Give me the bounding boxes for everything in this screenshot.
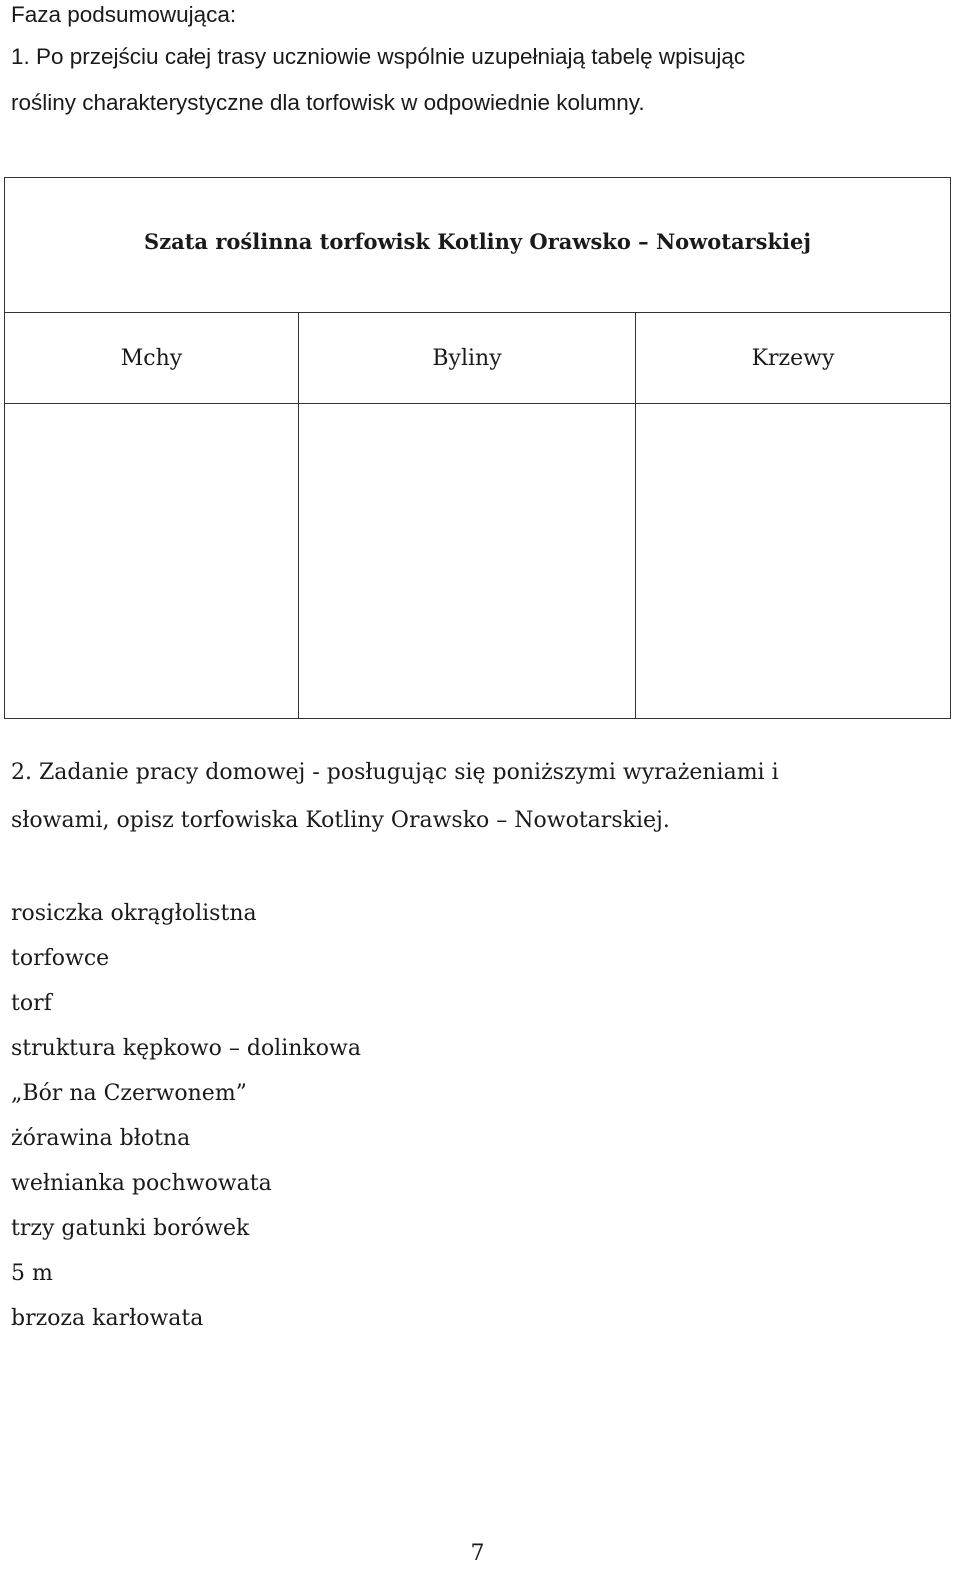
term-item: torfowce (11, 946, 110, 971)
plant-table (4, 177, 951, 719)
task-2-text-line-2: słowami, opisz torfowiska Kotliny Orawsko – Nowotarskiej. (11, 808, 670, 833)
term-item: żórawina błotna (11, 1126, 191, 1151)
term-item: wełnianka pochwowata (11, 1171, 272, 1196)
column-header-perennials: Byliny (298, 313, 635, 404)
section-heading: Faza podsumowująca: (11, 2, 237, 27)
term-item: 5 m (11, 1261, 53, 1286)
shrubs-answer-cell[interactable] (635, 404, 950, 718)
term-item: trzy gatunki borówek (11, 1216, 250, 1241)
task-2-text-line-1: 2. Zadanie pracy domowej - posługując się poniższymi wyrażeniami i (11, 760, 779, 785)
term-item: rosiczka okrągłolistna (11, 901, 257, 926)
page-number: 7 (470, 1541, 485, 1566)
term-item: brzoza karłowata (11, 1306, 204, 1331)
term-item: torf (11, 991, 52, 1016)
table-title: Szata roślinna torfowisk Kotliny Orawsko – Nowotarskiej (5, 178, 950, 313)
column-header-shrubs: Krzewy (635, 313, 950, 404)
perennials-answer-cell[interactable] (298, 404, 635, 718)
term-item: „Bór na Czerwonem” (11, 1081, 247, 1106)
term-list (11, 895, 361, 1345)
task-1-text-line-1: 1. Po przejściu całej trasy uczniowie wspólnie uzupełniają tabelę wpisując (11, 44, 746, 69)
task-1-text-line-2: rośliny charakterystyczne dla torfowisk w odpowiednie kolumny. (11, 90, 645, 115)
mosses-answer-cell[interactable] (5, 404, 298, 718)
term-item: struktura kępkowo – dolinkowa (11, 1036, 361, 1061)
column-header-mosses: Mchy (5, 313, 298, 404)
